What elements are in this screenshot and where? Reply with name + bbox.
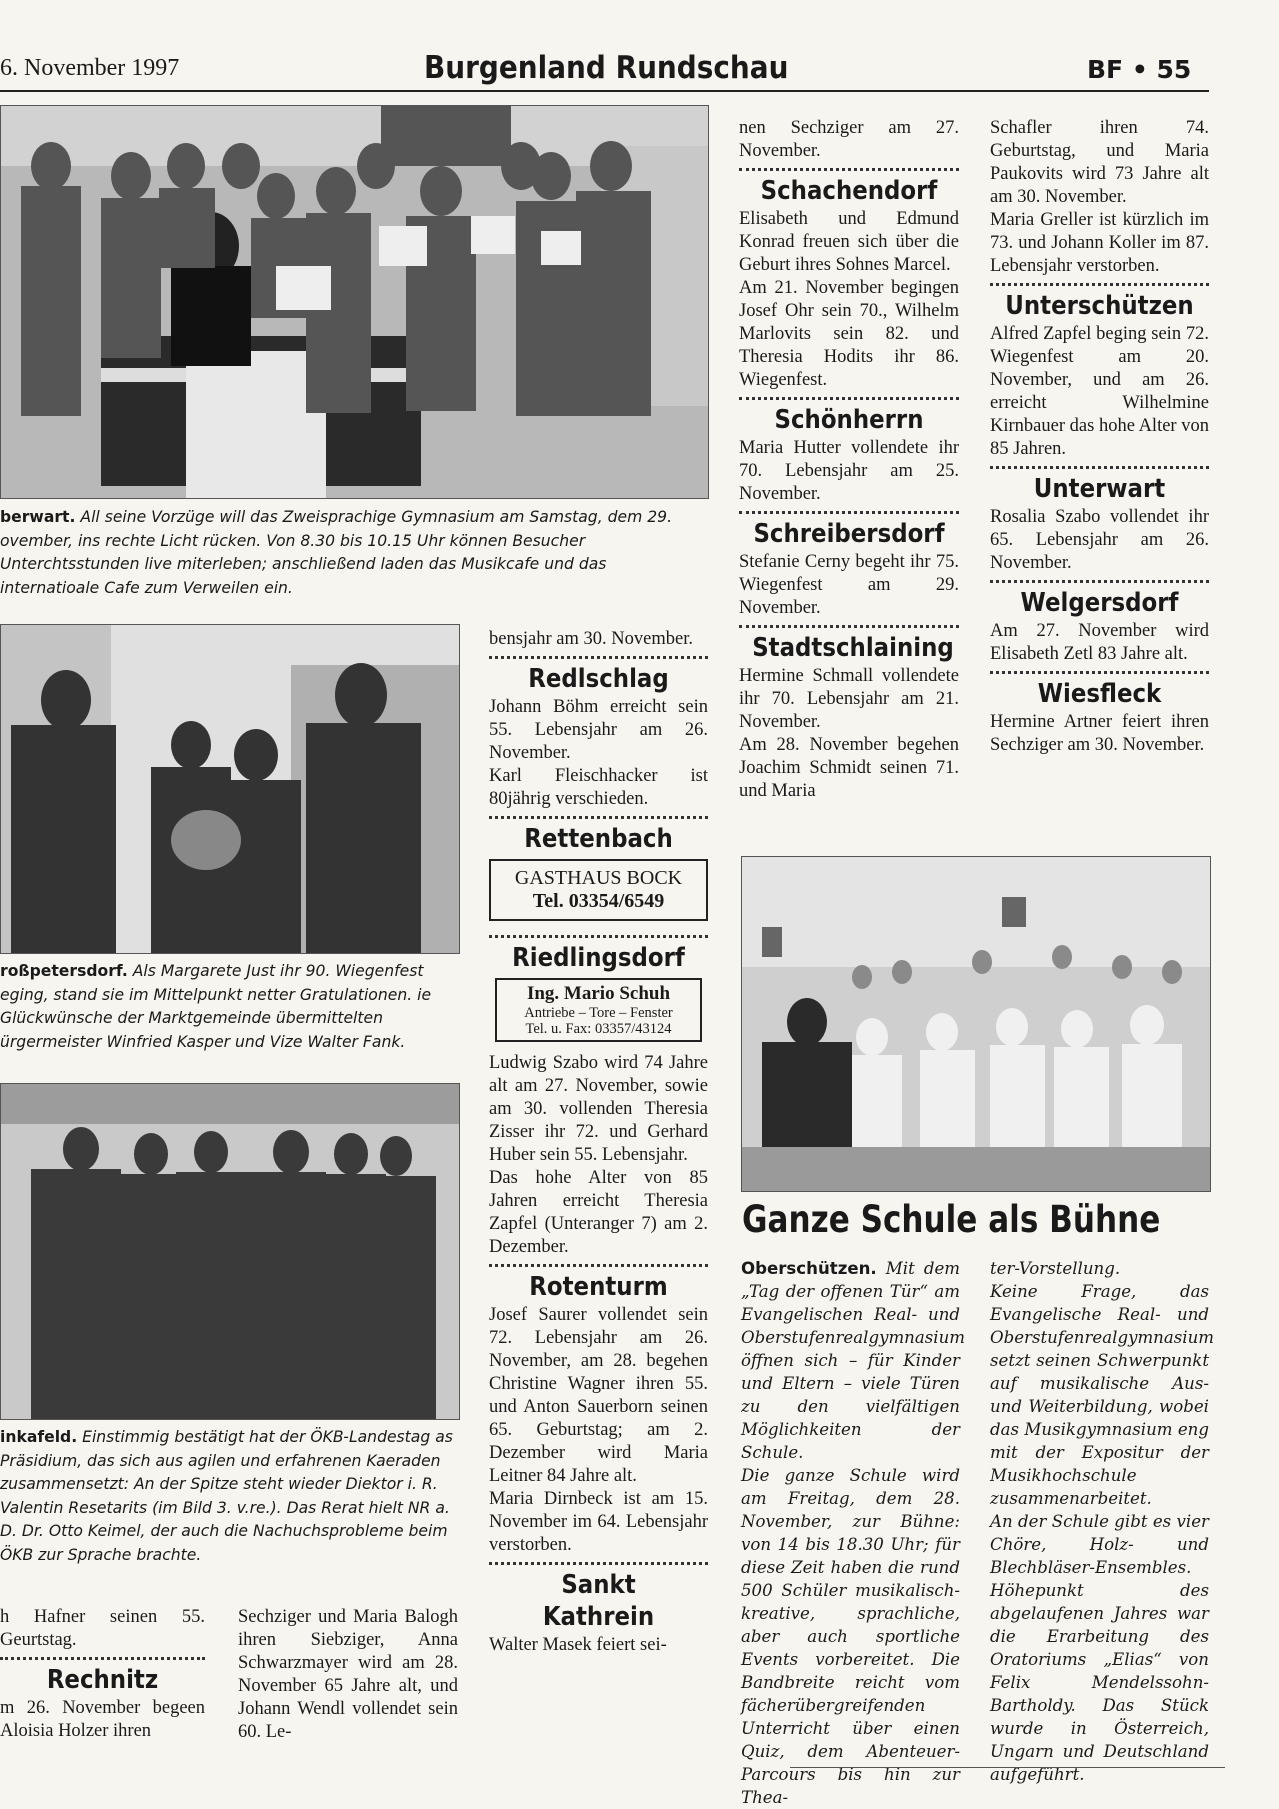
article-column-left: [741, 1257, 966, 1809]
article-paragraph: Die ganze Schule wird am Freitag, dem 28. November, zur Bühne: von 14 bis 18.30 Uhr; für diese Zeit haben die rund 500 Schüler musikalisch-kreative, sprachliche, aber auch sportliche Events vorbereitet. Die Bandbreite reicht vom fächerübergreifenden Unterricht über einen Quiz, dem Abenteuer-Parcours bis hin zur Thea-: [741, 1466, 960, 1807]
text-block: Das hohe Alter von 85 Jahren erreicht Theresia Zapfel (Unteranger 7) am 2. Dezember.: [489, 1168, 708, 1257]
column-b: [238, 1606, 458, 1744]
ad-mario-schuh: [495, 978, 702, 1042]
dotted-divider: [990, 671, 1209, 674]
heading-unterschuetzen: Unterschützen: [1005, 291, 1194, 321]
dotted-divider: [489, 1264, 708, 1267]
heading-rechnitz: Rechnitz: [46, 1665, 159, 1695]
text-block: Ludwig Szabo wird 74 Jahre alt am 27. November, sowie am 30. vollenden Theresia Zisser ihr 72. und Gerhard Huber sein 55. Lebensjahr.: [489, 1053, 708, 1165]
dotted-divider: [489, 1562, 708, 1565]
article-column-right: [990, 1257, 1215, 1786]
ad-name: Ing. Mario Schuh: [526, 983, 671, 1004]
text-block: Rosalia Szabo vollendet ihr 65. Lebensjahr am 26. November.: [990, 507, 1209, 573]
dotted-divider: [739, 511, 959, 514]
text-block: Maria Greller ist kürzlich im 73. und Johann Koller im 87. Lebensjahr verstorben.: [990, 210, 1209, 276]
column-e: [990, 117, 1209, 757]
heading-welgersdorf: Welgersdorf: [1020, 588, 1179, 618]
ad-gasthaus-bock: [489, 859, 708, 921]
column-a: [0, 1606, 205, 1743]
caption-lead: roßpetersdorf.: [0, 962, 128, 980]
caption-grosspetersdorf: [0, 960, 458, 1054]
dotted-divider: [739, 168, 959, 171]
caption-text: Einstimmig bestätigt hat der ÖKB-Landestag as Präsidium, das sich aus agilen und erfahrenen Kaeraden zusammensetzt: An der Spitze steht wieder Diektor i. R. Valentin Resetarits (im Bild 3. v.re.). Das Rerat hielt NR a. D. Dr. Otto Keimel, der auch die Nachuchsprobleme beim ÖKB zur Sprache brachte.: [0, 1428, 453, 1564]
issue-date: 6. November 1997: [0, 55, 180, 81]
dotted-divider: [489, 816, 708, 819]
text-block: nen Sechziger am 27. November.: [739, 118, 959, 161]
text-block: Alfred Zapfel beging sein 72. Wiegenfest am 20. November, und am 26. erreicht Wilhelmine Kirnbauer das hohe Alter von 85 Jahren.: [990, 324, 1209, 459]
caption-lead: berwart.: [0, 508, 76, 526]
bottom-rule: [790, 1767, 1225, 1768]
article-text: Mit dem „Tag der offenen Tür“ am Evangelischen Real- und Oberstufenrealgymnasium öffnen sich – für Kinder und Eltern – viele Türen zu den vielfältigen Möglichkeiten der Schule.: [741, 1259, 966, 1462]
text-block: Hermine Schmall vollendete ihr 70. Lebensjahr am 21. November.: [739, 666, 959, 732]
text-block: Walter Masek feiert sei-: [489, 1635, 667, 1655]
dotted-divider: [990, 466, 1209, 469]
text-block: Stefanie Cerny begeht ihr 75. Wiegenfest am 29. November.: [739, 552, 959, 618]
heading-redlschlag: Redlschlag: [528, 664, 669, 694]
dotted-divider: [739, 397, 959, 400]
article-paragraph: Keine Frage, das Evangelische Real- und Oberstufenrealgymnasium setzt seinen Schwerpunkt auf musikalische Aus- und Weiterbildung, wobei das Musikgymnasium eng mit der Expositur der Musikhochschule zusammenarbeitet.: [990, 1282, 1215, 1508]
dotted-divider: [739, 625, 959, 628]
caption-text: All seine Vorzüge will das Zweisprachige Gymnasium am Samstag, dem 29. ovember, ins rechte Licht rücken. Von 8.30 bis 10.15 Uhr können Besucher Unterchtsstunden live miterleben; anschließend laden das Musikcafe und das internatioale Cafe zum Verweilen ein.: [0, 508, 673, 597]
ad-phone: Tel. 03354/6549: [532, 890, 665, 912]
heading-schachendorf: Schachendorf: [760, 176, 938, 206]
text-block: Johann Böhm erreicht sein 55. Lebensjahr am 26. November.: [489, 697, 708, 763]
article-paragraph: [741, 1257, 966, 1464]
photo-choir: [0, 105, 709, 499]
photo-school-orchestra: [741, 856, 1211, 1192]
text-block: Elisabeth und Edmund Konrad freuen sich über die Geburt ihres Sohnes Marcel.: [739, 209, 959, 275]
caption-lead: inkafeld.: [0, 1428, 78, 1446]
text-block: Am 27. November wird Elisabeth Zetl 83 Jahre alt.: [990, 621, 1209, 664]
caption-text: Als Margarete Just ihr 90. Wiegenfest eging, stand sie im Mittelpunkt netter Gratulationen. ie Glückwünsche der Marktgemeinde übermittelten ürgermeister Winfried Kasper und Vize Walter Fank.: [0, 962, 432, 1051]
column-d: [739, 117, 959, 803]
ad-name: GASTHAUS BOCK: [514, 867, 683, 889]
text-block: Maria Hutter vollendete ihr 70. Lebensjahr am 25. November.: [739, 438, 959, 504]
text-block: bensjahr am 30. November.: [489, 629, 693, 649]
heading-wiesfleck: Wiesfleck: [1037, 679, 1162, 709]
text-block: m 26. November begeen Aloisia Holzer ihren: [0, 1698, 205, 1741]
heading-riedlingsdorf: Riedlingsdorf: [512, 943, 685, 973]
page-number: BF • 55: [1087, 55, 1192, 84]
article-paragraph: ter-Vorstellung.: [990, 1259, 1121, 1278]
heading-schoenherrn: Schönherrn: [774, 405, 924, 435]
header-rule: [0, 90, 1209, 92]
text-block: Maria Dirnbeck ist am 15. November im 64. Lebensjahr verstorben.: [489, 1489, 708, 1555]
caption-pinkafeld: [0, 1426, 458, 1567]
text-block: Schafler ihren 74. Geburtstag, und Maria Paukovits wird 73 Jahre alt am 30. November.: [990, 118, 1209, 207]
article-headline: Ganze Schule als Bühne: [742, 1198, 1161, 1241]
dotted-divider: [489, 656, 708, 659]
text-block: Am 21. November begingen Josef Ohr sein 70., Wilhelm Marlovits sein 82. und Theresia Hodits ihr 86. Wiegenfest.: [739, 278, 959, 390]
ad-phone: Tel. u. Fax: 03357/43124: [525, 1021, 672, 1037]
article-paragraph: An der Schule gibt es vier Chöre, Holz- und Blechbläser-Ensembles. Höhepunkt des abgelaufenen Jahres war die Erarbeitung des Oratoriums „Elias“ von Felix Mendelssohn-Bartholdy. Das Stück wurde in Österreich, Ungarn und Deutschland aufgeführt.: [990, 1512, 1209, 1784]
text-block: h Hafner seinen 55. Geurtstag.: [0, 1607, 205, 1650]
heading-sankt-kathrein: Sankt Kathrein: [542, 1570, 655, 1632]
text-block: Sechziger und Maria Balogh ihren Siebziger, Anna Schwarzmayer wird am 28. November 65 Jahre alt, und Johann Wendl vollendet sein 60. Le-: [238, 1607, 458, 1742]
heading-rettenbach: Rettenbach: [524, 824, 673, 854]
text-block: Josef Saurer vollendet sein 72. Lebensjahr am 26. November, am 28. begehen Christine Wagner ihren 55. und Anton Sauerborn seinen 65. Geburtstag; am 2. Dezember wird Maria Leitner 84 Jahre alt.: [489, 1305, 708, 1486]
column-c: [489, 628, 708, 1657]
dotted-divider: [990, 283, 1209, 286]
dotted-divider: [990, 580, 1209, 583]
text-block: Karl Fleischhacker ist 80jährig verschieden.: [489, 766, 708, 809]
newspaper-title: Burgenland Rundschau: [424, 50, 789, 86]
dotted-divider: [489, 935, 708, 938]
dotted-divider: [0, 1657, 205, 1660]
photo-gratulation: [0, 624, 460, 954]
photo-oekb: [0, 1083, 460, 1420]
ad-services: Antriebe – Tore – Fenster: [524, 1005, 673, 1021]
heading-unterwart: Unterwart: [1033, 474, 1166, 504]
caption-oberwart: [0, 506, 707, 600]
article-lead: Oberschützen.: [741, 1259, 877, 1278]
heading-rotenturm: Rotenturm: [529, 1272, 668, 1302]
text-block: Am 28. November begehen Joachim Schmidt seinen 71. und Maria: [739, 735, 959, 801]
heading-stadtschlaining: Stadtschlaining: [752, 633, 954, 663]
heading-schreibersdorf: Schreibersdorf: [753, 519, 945, 549]
text-block: Hermine Artner feiert ihren Sechziger am 30. November.: [990, 712, 1209, 755]
